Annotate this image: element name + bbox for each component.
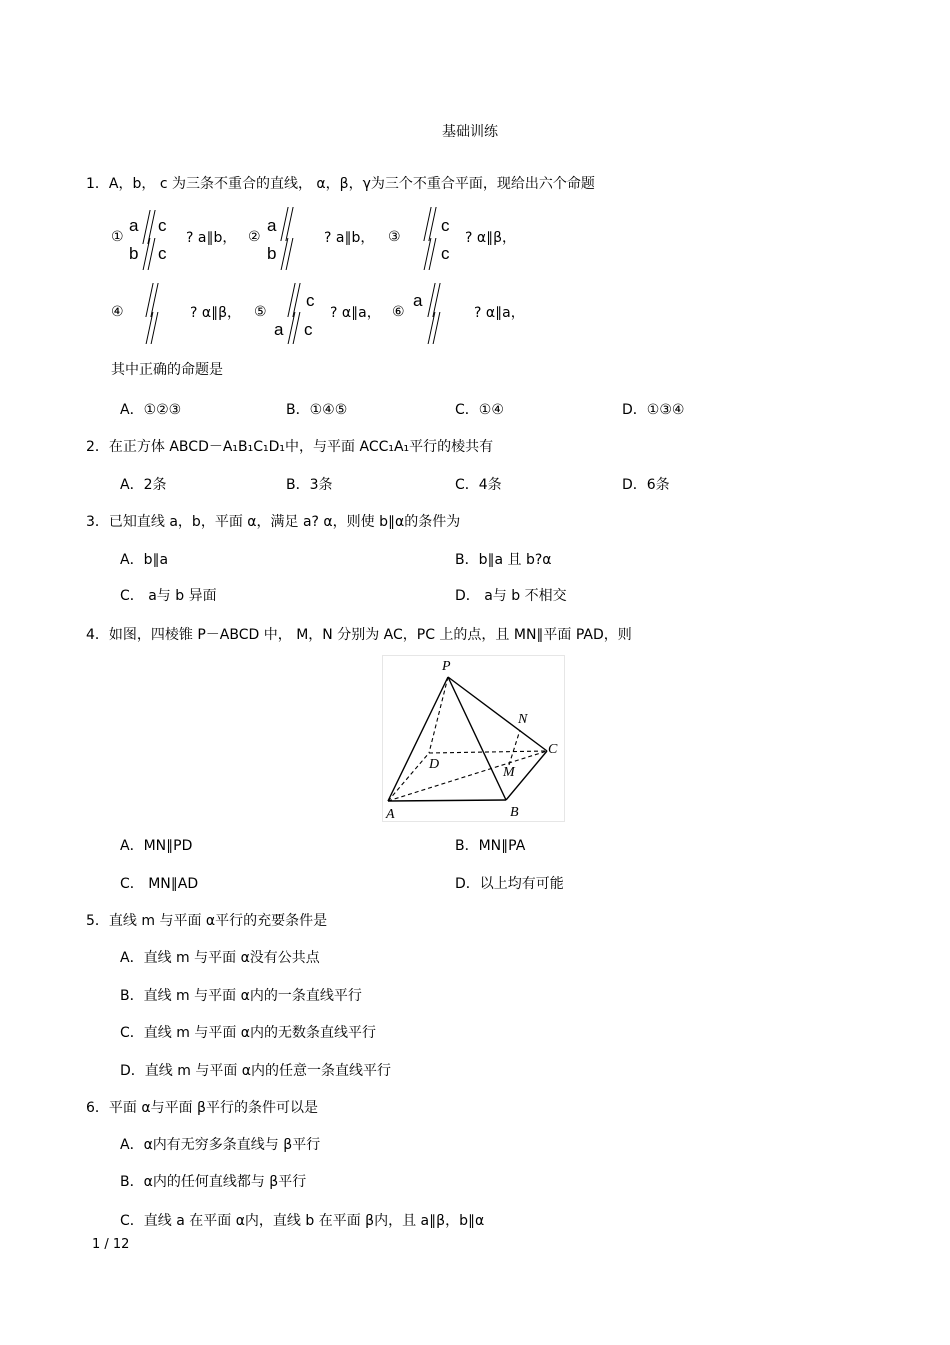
parallel-mark (144, 238, 155, 270)
parallel-mark (429, 312, 440, 344)
vertex-label-c: C (548, 742, 558, 757)
q1-item-2-num: ② (248, 229, 261, 245)
q1-option-a: A．①②③ (120, 402, 182, 418)
q4-option-b: B．MN∥PA (455, 838, 526, 854)
q1-item-3-c2: c (441, 244, 450, 263)
q5-stem: 5．直线 m 与平面 α平行的充要条件是 (86, 913, 328, 929)
q5-option-d: D．直线 m 与平面 α内的任意一条直线平行 (120, 1063, 391, 1079)
q3-option-c: C． a与 b 异面 (120, 588, 217, 604)
q1-item-1-c2: c (158, 244, 167, 263)
q1-item-3-c1: c (441, 216, 450, 235)
q3-option-a: A．b∥a (120, 552, 169, 568)
q1-item-5-a: a (274, 320, 284, 339)
parallel-mark (289, 312, 300, 344)
vertex-label-d: D (429, 757, 440, 772)
q6-stem: 6．平面 α与平面 β平行的条件可以是 (86, 1100, 318, 1116)
q2-option-b: B．3条 (286, 477, 333, 493)
q6-option-b: B．α内的任何直线都与 β平行 (120, 1174, 307, 1190)
q1-item-2-b: b (267, 244, 277, 263)
q1-item-5-conclusion: ? α∥a， (330, 305, 381, 321)
q1-item-6-a: a (413, 291, 423, 310)
q1-item-4-conclusion: ? α∥β， (190, 305, 242, 321)
q2-option-a: A．2条 (120, 477, 167, 493)
parallel-mark (282, 207, 293, 241)
q1-ask: 其中正确的命题是 (111, 362, 223, 378)
q2-stem: 2．在正方体 ABCD－A₁B₁C₁D₁中，与平面 ACC₁A₁平行的棱共有 (86, 439, 494, 455)
q1-item-5-c1: c (306, 291, 315, 310)
q4-option-a: A．MN∥PD (120, 838, 193, 854)
page-number: 1 / 12 (92, 1237, 130, 1252)
q6-option-c: C．直线 a 在平面 α内，直线 b 在平面 β内，且 a∥β，b∥α (120, 1213, 485, 1229)
vertex-label-n: N (518, 712, 528, 727)
q5-option-a: A．直线 m 与平面 α没有公共点 (120, 950, 320, 966)
q1-item-6-conclusion: ? α∥a， (474, 305, 525, 321)
q3-option-b: B．b∥a 且 b?α (455, 552, 552, 568)
q1-item-1-b: b (129, 244, 139, 263)
q1-item-1-c1: c (158, 216, 167, 235)
q2-option-d: D．6条 (622, 477, 670, 493)
q5-option-c: C．直线 m 与平面 α内的无数条直线平行 (120, 1025, 376, 1041)
q4-stem: 4．如图，四棱锥 P－ABCD 中， M，N 分别为 AC，PC 上的点，且 MN∥平面 PAD，则 (86, 627, 632, 643)
q1-item-2-conclusion: ? a∥b， (324, 230, 375, 246)
q1-stem: 1．A，b， c 为三条不重合的直线， α，β，γ为三个不重合平面，现给出六个命题 (86, 176, 595, 192)
parallel-mark (147, 312, 158, 344)
q1-item-3-conclusion: ? α∥β， (465, 230, 517, 246)
vertex-label-m: M (503, 765, 515, 780)
vertex-label-p: P (442, 659, 451, 674)
pyramid-figure (382, 655, 566, 823)
vertex-label-b: B (510, 805, 519, 820)
q3-stem: 3．已知直线 a，b，平面 α，满足 a? α，则使 b∥α的条件为 (86, 514, 461, 530)
parallel-mark (282, 238, 293, 270)
page-title: 基础训练 (442, 124, 498, 140)
q1-item-1-conclusion: ? a∥b， (186, 230, 237, 246)
q1-item-5-c2: c (304, 320, 313, 339)
q1-item-1-num: ① (111, 229, 124, 245)
q1-item-2-a: a (267, 216, 277, 235)
q1-option-b: B．①④⑤ (286, 402, 348, 418)
q1-item-4-num: ④ (111, 304, 124, 320)
q1-item-6-num: ⑥ (392, 304, 405, 320)
q2-option-c: C．4条 (455, 477, 502, 493)
parallel-mark (425, 207, 436, 241)
q4-option-d: D．以上均有可能 (455, 876, 564, 892)
q1-item-3-num: ③ (388, 229, 401, 245)
q1-option-c: C．①④ (455, 402, 504, 418)
q1-item-5-num: ⑤ (254, 304, 267, 320)
q1-item-1-a: a (129, 216, 139, 235)
q6-option-a: A．α内有无穷多条直线与 β平行 (120, 1137, 321, 1153)
vertex-label-a: A (386, 807, 395, 822)
q1-option-d: D．①③④ (622, 402, 685, 418)
q3-option-d: D． a与 b 不相交 (455, 588, 567, 604)
parallel-mark (425, 238, 436, 270)
q4-option-c: C． MN∥AD (120, 876, 199, 892)
q5-option-b: B．直线 m 与平面 α内的一条直线平行 (120, 988, 362, 1004)
